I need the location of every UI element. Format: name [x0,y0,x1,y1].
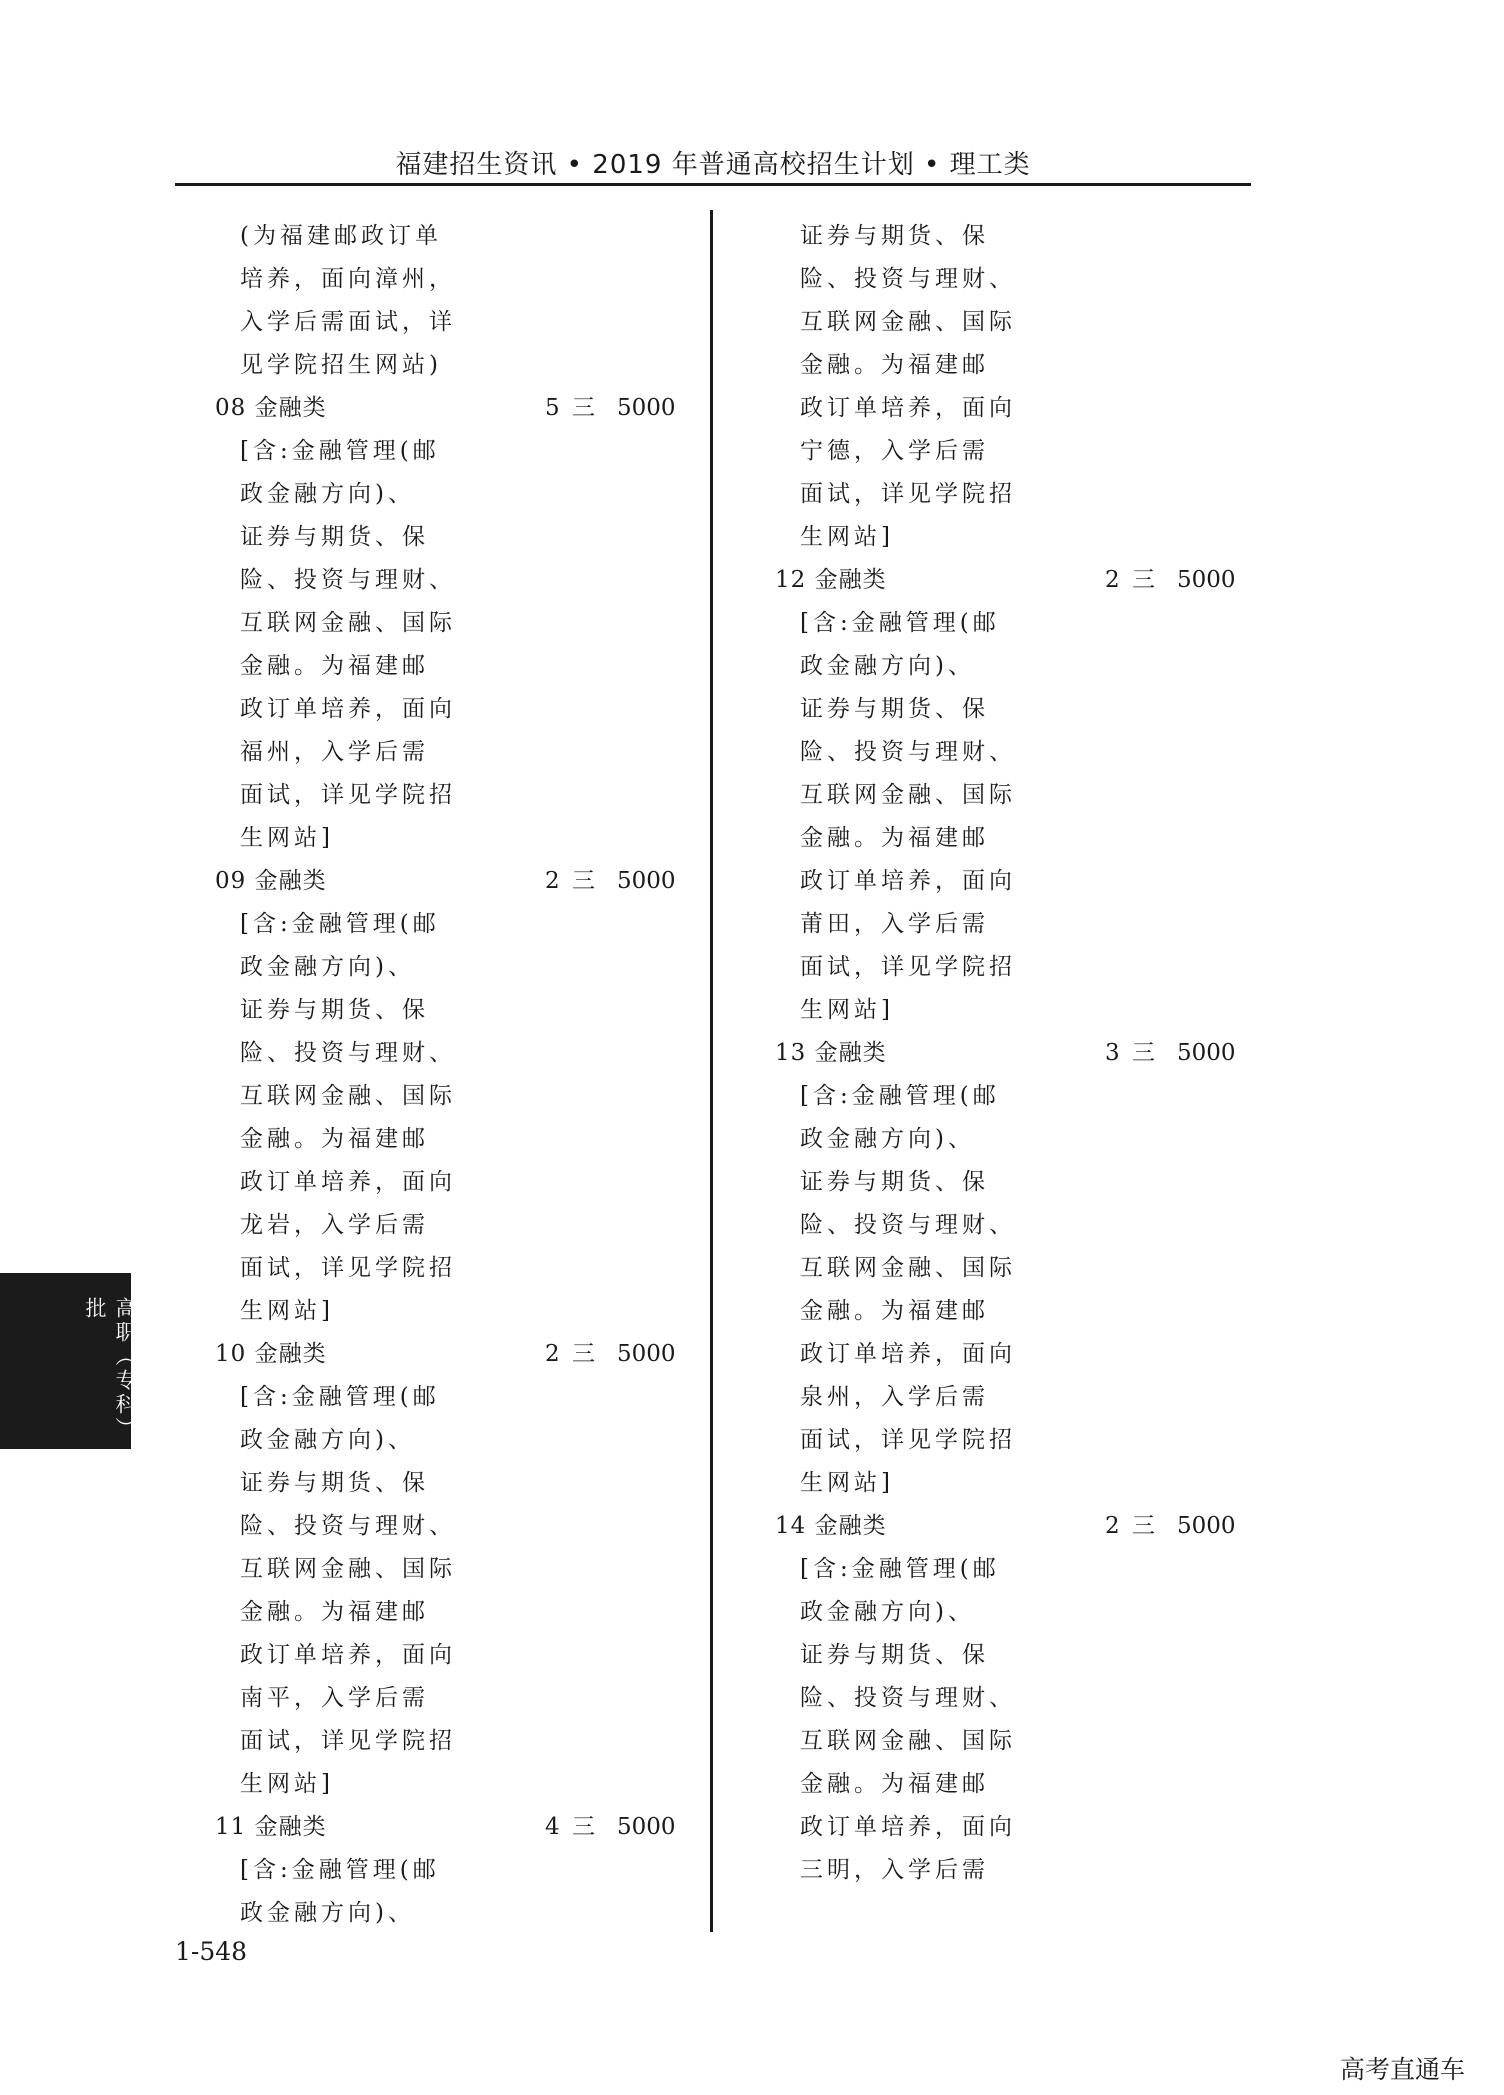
program-description-line: 险、投资与理财、 [800,739,1016,765]
program-description-line: 金融。为福建邮 [240,1599,429,1625]
program-title: 12 金融类 [775,567,887,593]
program-count: 2 [545,868,560,894]
program-description-line: 生网站] [800,997,894,1023]
program-description-line: 政金融方向)、 [240,1900,415,1926]
header-rule [175,183,1251,186]
program-description-line: 政金融方向)、 [240,954,415,980]
program-years: 三 [572,1814,595,1840]
program-description-line: 见学院招生网站) [240,352,442,378]
program-fee: 5000 [617,1814,676,1840]
program-description-line: 龙岩，入学后需 [240,1212,429,1238]
running-header: 福建招生资讯 • 2019 年普通高校招生计划 • 理工类 [395,150,1031,180]
program-description-line: [含:金融管理(邮 [240,1857,440,1883]
program-description-line: 面试，详见学院招 [240,782,456,808]
program-description-line: 证券与期货、保 [800,1169,989,1195]
program-description-line: 政金融方向)、 [800,1599,975,1625]
program-description-line: 证券与期货、保 [240,997,429,1023]
program-description-line: 金融。为福建邮 [800,1298,989,1324]
program-description-line: 三明，入学后需 [800,1857,989,1883]
program-fee: 5000 [617,395,676,421]
program-row [775,1505,1245,1548]
column-divider [710,210,713,1932]
page-number: 1-548 [175,1937,248,1966]
program-description-line: 险、投资与理财、 [240,567,456,593]
program-description-line: 政金融方向)、 [240,481,415,507]
program-description-line: 金融。为福建邮 [800,352,989,378]
right-column [775,215,1245,1892]
program-description-line: 金融。为福建邮 [240,653,429,679]
program-description-line: 险、投资与理财、 [800,1685,1016,1711]
program-description-line: 政金融方向)、 [240,1427,415,1453]
program-description-line: 证券与期货、保 [800,1642,989,1668]
program-description-line: 政订单培养，面向 [240,1169,456,1195]
program-fee: 5000 [617,1341,676,1367]
program-description-line: 生网站] [800,524,894,550]
program-title: 10 金融类 [215,1341,327,1367]
program-description-line: 互联网金融、国际 [240,1083,456,1109]
program-description-line: 金融。为福建邮 [800,825,989,851]
program-row [215,1333,685,1376]
program-description-line: 政金融方向)、 [800,1126,975,1152]
program-description-line: [含:金融管理(邮 [240,438,440,464]
program-description-line: [含:金融管理(邮 [240,1384,440,1410]
program-row [215,387,685,430]
program-row [775,559,1245,602]
program-description-line: 金融。为福建邮 [240,1126,429,1152]
side-tab-label: 高职（专科）批 [83,1297,137,1441]
program-row [215,860,685,903]
program-count: 2 [1105,567,1120,593]
program-description-line: (为福建邮政订单 [240,223,442,249]
program-description-line: 政订单培养，面向 [800,868,1016,894]
program-description-line: 互联网金融、国际 [240,610,456,636]
program-description-line: 互联网金融、国际 [800,1728,1016,1754]
program-description-line: [含:金融管理(邮 [240,911,440,937]
program-years: 三 [572,868,595,894]
program-fee: 5000 [617,868,676,894]
program-description-line: 政订单培养，面向 [800,395,1016,421]
program-title: 13 金融类 [775,1040,887,1066]
program-count: 2 [1105,1513,1120,1539]
program-description-line: 南平，入学后需 [240,1685,429,1711]
program-description-line: 培养，面向漳州， [240,266,456,292]
program-description-line: [含:金融管理(邮 [800,1556,1000,1582]
program-description-line: 生网站] [240,1298,334,1324]
section-side-tab [0,1273,137,1449]
program-years: 三 [1132,1040,1155,1066]
program-count: 5 [545,395,560,421]
program-description-line: 面试，详见学院招 [240,1255,456,1281]
program-description-line: 互联网金融、国际 [800,1255,1016,1281]
program-description-line: 证券与期货、保 [240,524,429,550]
program-count: 3 [1105,1040,1120,1066]
program-title: 14 金融类 [775,1513,887,1539]
program-title: 08 金融类 [215,395,327,421]
program-fee: 5000 [1177,1513,1236,1539]
program-title: 11 金融类 [215,1814,327,1840]
program-description-line: 政金融方向)、 [800,653,975,679]
program-description-line: 险、投资与理财、 [240,1513,456,1539]
left-column [215,215,685,1935]
program-description-line: 泉州，入学后需 [800,1384,989,1410]
program-count: 4 [545,1814,560,1840]
program-description-line: 入学后需面试，详 [240,309,456,335]
program-description-line: 互联网金融、国际 [800,309,1016,335]
program-years: 三 [572,395,595,421]
program-description-line: 面试，详见学院招 [800,954,1016,980]
program-description-line: 面试，详见学院招 [800,481,1016,507]
program-fee: 5000 [1177,567,1236,593]
program-description-line: 险、投资与理财、 [800,266,1016,292]
program-years: 三 [572,1341,595,1367]
program-description-line: 面试，详见学院招 [800,1427,1016,1453]
program-description-line: 险、投资与理财、 [800,1212,1016,1238]
program-description-line: 证券与期货、保 [800,223,989,249]
program-fee: 5000 [1177,1040,1236,1066]
program-description-line: 宁德，入学后需 [800,438,989,464]
program-description-line: 证券与期货、保 [800,696,989,722]
program-description-line: 证券与期货、保 [240,1470,429,1496]
watermark-text: 高考直通车 [1340,2055,1466,2084]
program-description-line: 生网站] [240,1771,334,1797]
program-description-line: 互联网金融、国际 [800,782,1016,808]
program-years: 三 [1132,1513,1155,1539]
program-description-line: [含:金融管理(邮 [800,1083,1000,1109]
program-description-line: 福州，入学后需 [240,739,429,765]
program-description-line: 险、投资与理财、 [240,1040,456,1066]
program-description-line: 互联网金融、国际 [240,1556,456,1582]
program-description-line: 政订单培养，面向 [240,1642,456,1668]
program-description-line: 生网站] [240,825,334,851]
program-years: 三 [1132,567,1155,593]
program-title: 09 金融类 [215,868,327,894]
program-count: 2 [545,1341,560,1367]
program-description-line: 政订单培养，面向 [800,1814,1016,1840]
program-description-line: 政订单培养，面向 [240,696,456,722]
program-row [775,1032,1245,1075]
program-description-line: 政订单培养，面向 [800,1341,1016,1367]
program-description-line: 面试，详见学院招 [240,1728,456,1754]
program-description-line: 莆田，入学后需 [800,911,989,937]
program-description-line: 金融。为福建邮 [800,1771,989,1797]
program-description-line: 生网站] [800,1470,894,1496]
program-row [215,1806,685,1849]
program-description-line: [含:金融管理(邮 [800,610,1000,636]
